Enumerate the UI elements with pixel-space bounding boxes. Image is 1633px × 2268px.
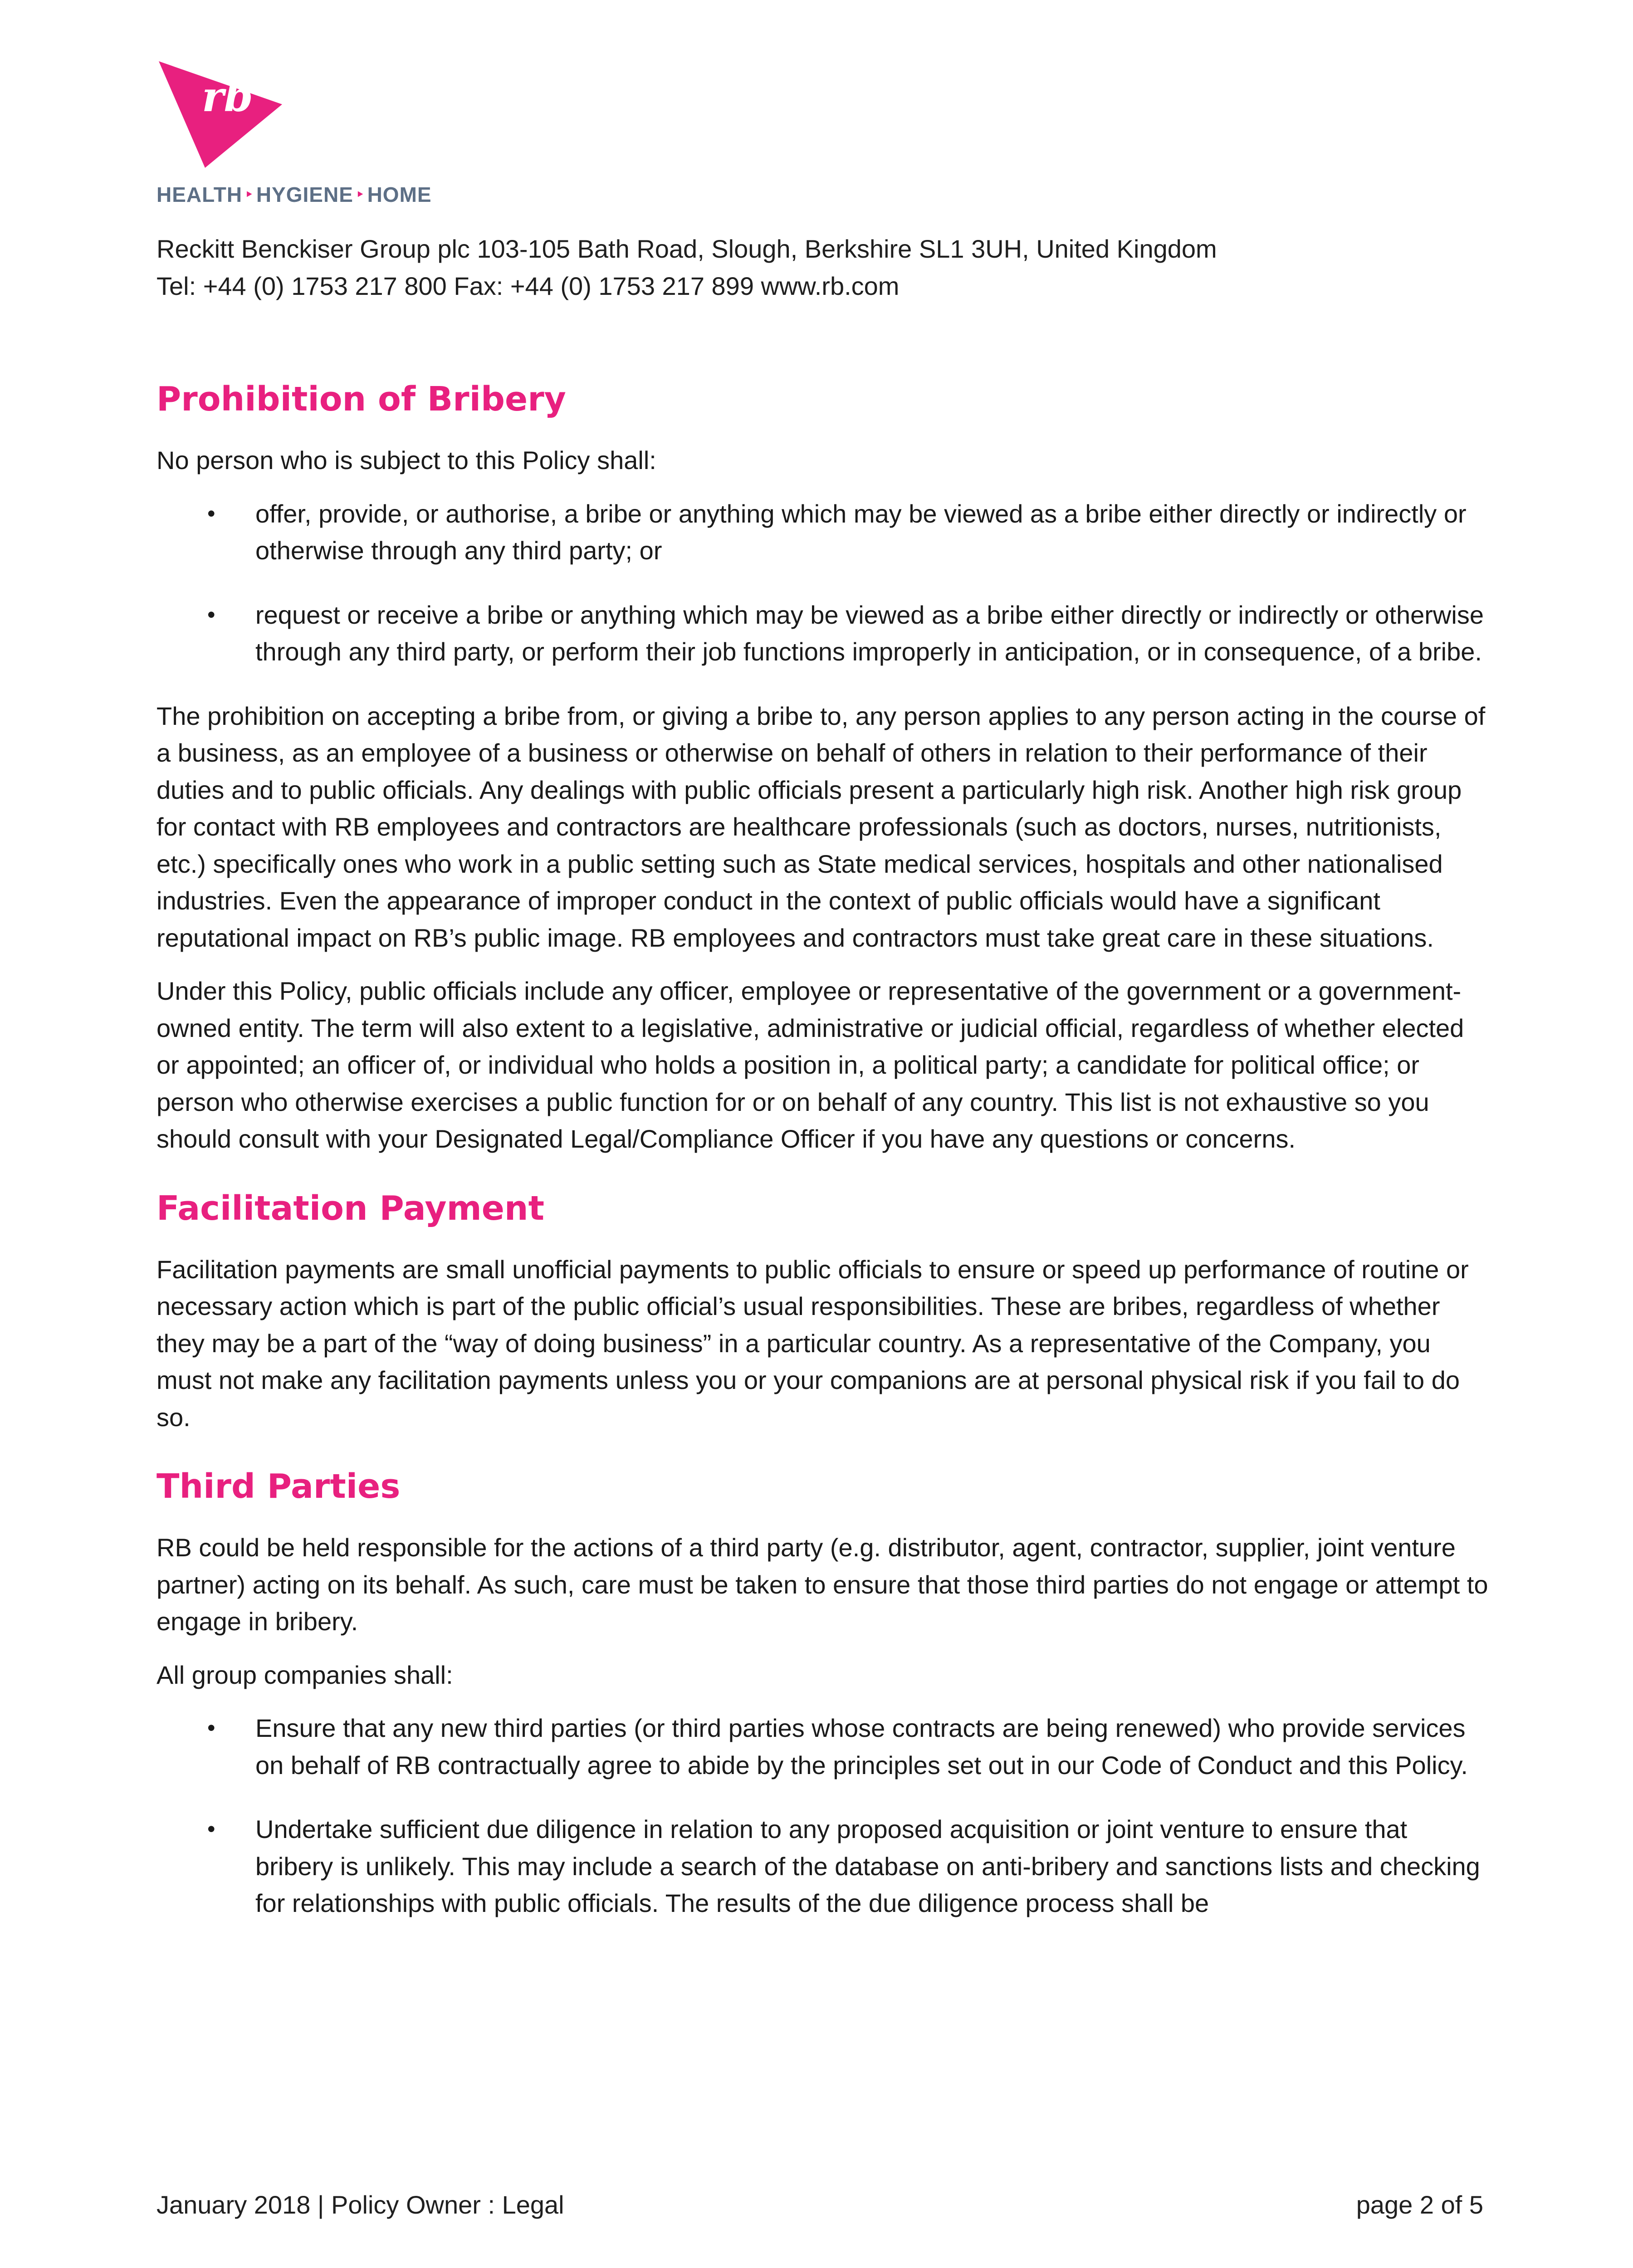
logo-tagline [156, 182, 432, 207]
address-line-1: Reckitt Benckiser Group plc 103-105 Bath Road, Slough, Berkshire SL1 3UH, United Kingdom [156, 235, 1217, 263]
footer-date-owner: January 2018 | Policy Owner : Legal [156, 2190, 564, 2219]
list-item [156, 1811, 1490, 1922]
paragraph: No person who is subject to this Policy shall: [156, 446, 656, 474]
list-item [156, 1710, 1490, 1784]
logo-text: rb [202, 72, 253, 121]
list-item [156, 596, 1490, 670]
company-address [156, 230, 1217, 305]
bullet-icon: • [207, 500, 215, 526]
section-third-parties [156, 1464, 1490, 1922]
tagline-health: HEALTH [156, 183, 243, 206]
paragraph: All group companies shall: [156, 1660, 453, 1689]
list-item-text: Undertake sufficient due diligence in relation to any proposed acquisition or joint venture to ensure that bribery is unlikely. This may include a search of the database on anti-bribery and sanctions lists and checking for relationships with public officials. The results of the due diligence process shall be [255, 1815, 1480, 1917]
paragraph: RB could be held responsible for the actions of a third party (e.g. distributor, agent, contractor, supplier, joint venture partner) acting on its behalf. As such, care must be taken to ensure that those third parties do not engage or attempt to engage in bribery. [156, 1533, 1488, 1636]
paragraph: Facilitation payments are small unofficial payments to public officials to ensure or speed up performance of routine or necessary action which is part of the public official’s usual responsibilities. These are bribes, regardless of whether they may be a part of the “way of doing business” in a particular country. As a representative of the Company, you must not make any facilitation payments unless you or your companions are at personal physical risk if you fail to do so. [156, 1255, 1469, 1432]
bullet-list [156, 495, 1490, 670]
footer-page-number [1356, 2186, 1483, 2224]
tagline-hygiene: HYGIENE [256, 183, 353, 206]
tagline-separator: ‣ [245, 187, 254, 202]
tagline-home: HOME [367, 183, 432, 206]
bullet-icon: • [207, 1816, 215, 1842]
address-line-2: Tel: +44 (0) 1753 217 800 Fax: +44 (0) 1753 217 899 www.rb.com [156, 272, 900, 300]
rb-logo [156, 59, 438, 213]
section-heading: Third Parties [156, 1467, 401, 1506]
tagline-separator: ‣ [356, 187, 365, 202]
section-facilitation-payment [156, 1186, 1490, 1436]
rb-logo-mark [156, 59, 311, 168]
list-item-text: offer, provide, or authorise, a bribe or anything which may be viewed as a bribe either directly or indirectly or otherwise through any third party; or [255, 499, 1467, 565]
section-heading: Prohibition of Bribery [156, 380, 566, 419]
page-label: page [1356, 2190, 1413, 2219]
bullet-list [156, 1710, 1490, 1922]
paragraph: Under this Policy, public officials include any officer, employee or representative of the government or a government-owned entity. The term will also extent to a legislative, administrative or judicial official, regardless of whether elected or appointed; an officer of, or individual who holds a position in, a political party; a candidate for political office; or person who otherwise exercises a public function for or on behalf of any country. This list is not exhaustive so you should consult with your Designated Legal/Compliance Officer if you have any questions or concerns. [156, 977, 1464, 1153]
list-item-text: request or receive a bribe or anything which may be viewed as a bribe either directly or indirectly or otherwise through any third party, or perform their job functions improperly in anticipation, or in consequence, of a bribe. [255, 600, 1484, 666]
section-prohibition-of-bribery [156, 376, 1490, 1158]
section-heading: Facilitation Payment [156, 1188, 544, 1228]
list-item-text: Ensure that any new third parties (or third parties whose contracts are being renewed) who provide services on behalf of RB contractually agree to abide by the principles set out in our Code of Conduct and this Policy. [255, 1714, 1468, 1779]
bullet-icon: • [207, 1715, 215, 1740]
bullet-icon: • [207, 601, 215, 627]
page-current: 2 [1419, 2190, 1434, 2219]
document-body [156, 376, 1490, 1949]
page-total: 5 [1469, 2190, 1483, 2219]
paragraph: The prohibition on accepting a bribe from, or giving a bribe to, any person applies to any person acting in the course of a business, as an employee of a business or otherwise on behalf of others in relation to their performance of their duties and to public officials. Any dealings with public officials present a particularly high risk. Another high risk group for contact with RB employees and contractors are healthcare professionals (such as doctors, nurses, nutritionists, etc.) specifically ones who work in a public setting such as State medical services, hospitals and other nationalised industries. Even the appearance of improper conduct in the context of public officials would have a significant reputational impact on RB’s public image. RB employees and contractors must take great care in these situations. [156, 701, 1486, 952]
list-item [156, 495, 1490, 569]
page-of: of [1441, 2190, 1462, 2219]
